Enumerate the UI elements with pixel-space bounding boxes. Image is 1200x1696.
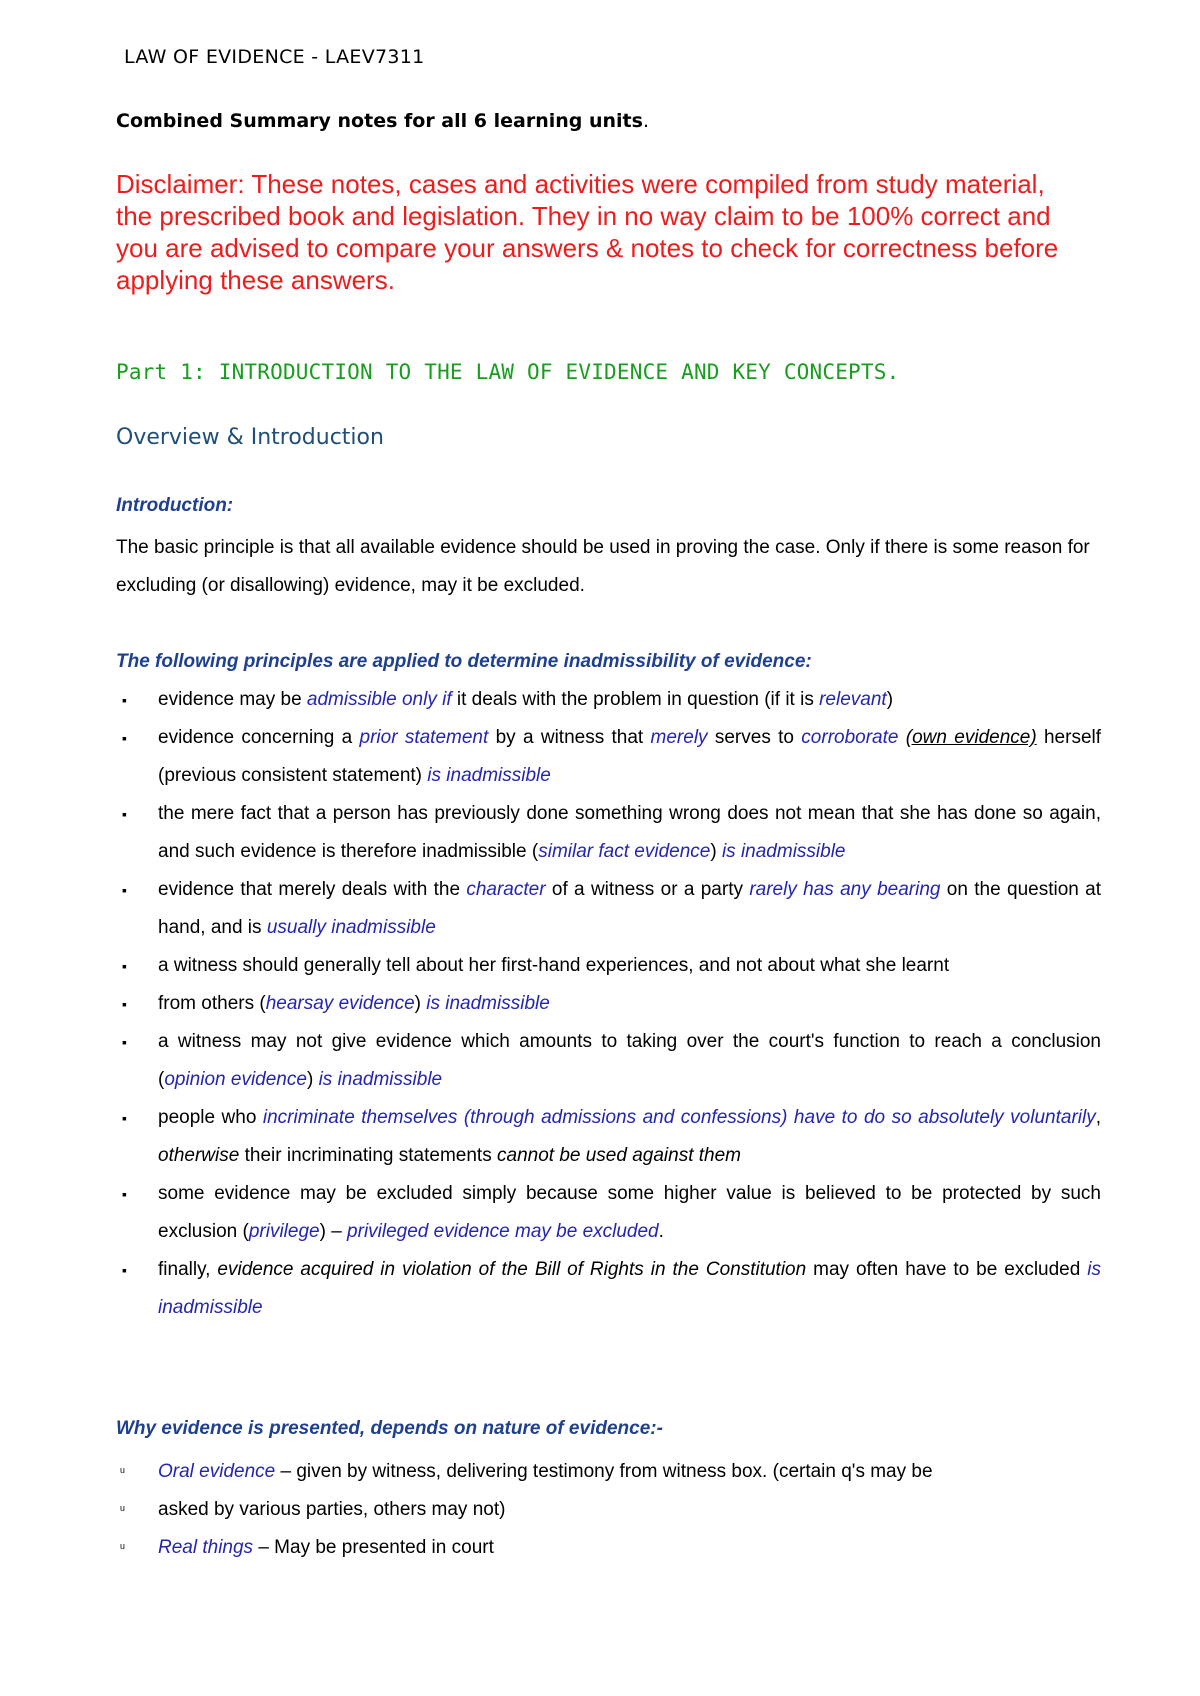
- introduction-paragraph: The basic principle is that all available evidence should be used in proving the case. Only if there is some reason for excluding (or disallowing) evidence, may it be excluded.: [116, 537, 1090, 596]
- bullet-icon: ᵘ: [120, 1540, 125, 1555]
- section-heading: Overview & Introduction: [116, 425, 384, 450]
- list-item: ▪ a witness should generally tell about her first-hand experiences, and not about what she learnt: [116, 947, 1101, 985]
- bullet-icon: ▪: [122, 958, 127, 974]
- list-item: ▪ the mere fact that a person has previously done something wrong does not mean that she has done so again, and such evidence is therefore inadmissible (similar fact evidence) is inadmissible: [116, 795, 1101, 871]
- bullet-icon: ▪: [122, 1110, 127, 1126]
- running-header: LAW OF EVIDENCE - LAEV7311: [124, 46, 425, 68]
- subtitle-period: .: [642, 110, 649, 132]
- list-item: ▪ from others (hearsay evidence) is inadmissible: [116, 985, 1101, 1023]
- list-item: ▪ people who incriminate themselves (through admissions and confessions) have to do so absolutely voluntarily, otherwise their incriminating statements cannot be used against them: [116, 1099, 1101, 1175]
- list-item: ᵘ asked by various parties, others may not): [116, 1491, 1101, 1529]
- part-heading: Part 1: INTRODUCTION TO THE LAW OF EVIDENCE AND KEY CONCEPTS.: [116, 360, 900, 384]
- disclaimer: Disclaimer: These notes, cases and activities were compiled from study material, the prescribed book and legislation. They in no way claim to be 100% correct and you are advised to compare your answers & notes to check for correctness before applying these answers.: [116, 169, 1059, 295]
- list-item: ▪ finally, evidence acquired in violation of the Bill of Rights in the Constitution may often have to be excluded is inadmissible: [116, 1251, 1101, 1327]
- bullet-icon: ▪: [122, 730, 127, 746]
- evidence-nature-list: [116, 1453, 1101, 1567]
- bullet-icon: ▪: [122, 1034, 127, 1050]
- bullet-icon: ▪: [122, 882, 127, 898]
- document-subtitle: [116, 110, 649, 132]
- list-item: ▪ a witness may not give evidence which amounts to taking over the court's function to reach a conclusion (opinion evidence) is inadmissible: [116, 1023, 1101, 1099]
- list-item: ▪ some evidence may be excluded simply because some higher value is believed to be protected by such exclusion (privilege) – privileged evidence may be excluded.: [116, 1175, 1101, 1251]
- list-item: ▪ evidence may be admissible only if it deals with the problem in question (if it is relevant): [116, 681, 1101, 719]
- principles-list: [116, 681, 1101, 1327]
- bullet-icon: ▪: [122, 1186, 127, 1202]
- introduction-heading: Introduction:: [116, 495, 234, 516]
- list-item: ▪ evidence concerning a prior statement by a witness that merely serves to corroborate (own evidence) herself (previous consistent statement) is inadmissible: [116, 719, 1101, 795]
- why-heading: Why evidence is presented, depends on nature of evidence:-: [116, 1418, 663, 1439]
- principles-heading: The following principles are applied to determine inadmissibility of evidence:: [116, 651, 812, 672]
- bullet-icon: ᵘ: [120, 1502, 125, 1517]
- list-item: ▪ evidence that merely deals with the character of a witness or a party rarely has any bearing on the question at hand, and is usually inadmissible: [116, 871, 1101, 947]
- bullet-icon: ᵘ: [120, 1464, 125, 1479]
- bullet-icon: ▪: [122, 806, 127, 822]
- list-item: ᵘ Real things – May be presented in court: [116, 1529, 1101, 1567]
- subtitle-text: Combined Summary notes for all 6 learning units: [116, 110, 643, 132]
- list-item: ᵘ Oral evidence – given by witness, delivering testimony from witness box. (certain q's may be: [116, 1453, 1101, 1491]
- bullet-icon: ▪: [122, 692, 127, 708]
- bullet-icon: ▪: [122, 1262, 127, 1278]
- bullet-icon: ▪: [122, 996, 127, 1012]
